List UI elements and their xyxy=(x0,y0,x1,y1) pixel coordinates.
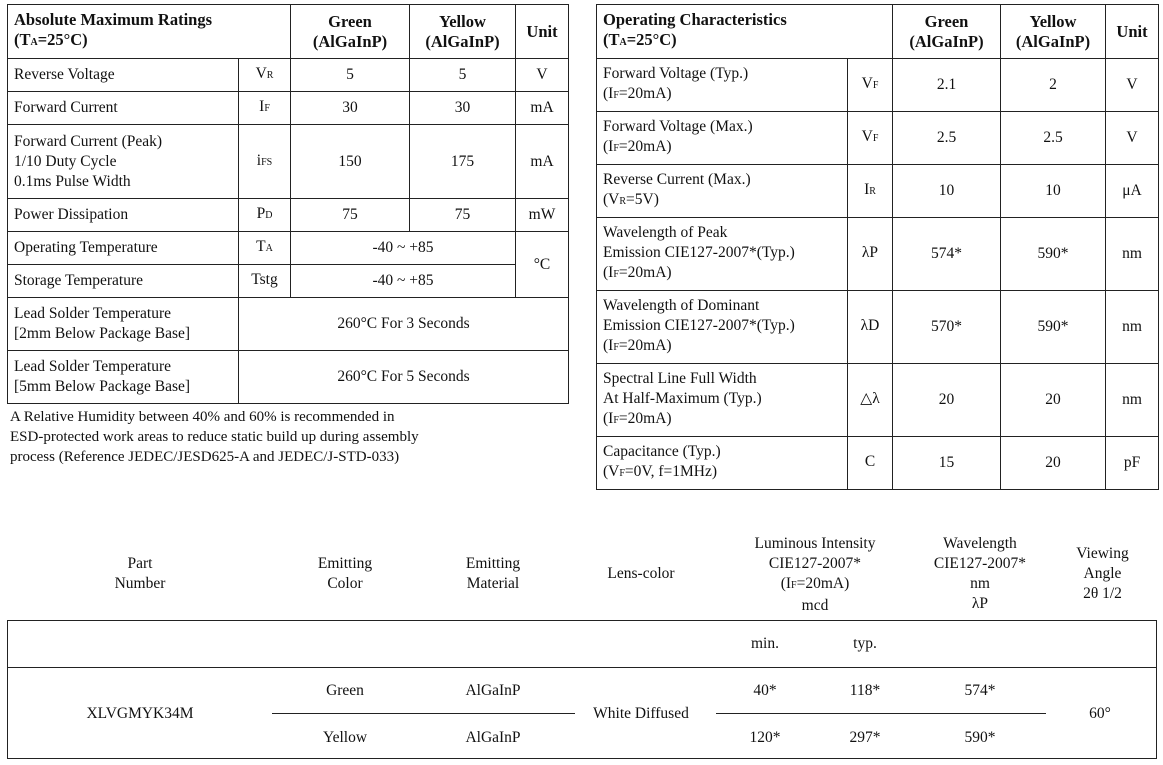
table-row xyxy=(8,265,569,298)
table-row xyxy=(8,298,569,351)
label-typ: typ. xyxy=(853,635,877,652)
oc-unit: nm xyxy=(1106,291,1159,364)
amr-param: Reverse Voltage xyxy=(8,59,239,92)
header-part-number: Part Number xyxy=(114,555,166,592)
viewing-angle-value: 60° xyxy=(1089,705,1111,722)
oc-green-value: 15 xyxy=(893,437,1001,490)
amr-col-yellow: Yellow (AlGaInP) xyxy=(410,5,516,59)
oc-param: Forward Voltage (Typ.) (IF=20mA) xyxy=(597,59,848,112)
amr-symbol: PD xyxy=(239,199,291,232)
oc-symbol: VF xyxy=(848,59,893,112)
oc-param: Wavelength of Peak Emission CIE127-2007*(Typ.) (IF=20mA) xyxy=(597,218,848,291)
amr-solder-value: 260°C For 3 Seconds xyxy=(239,298,569,351)
amr-unit: mW xyxy=(516,199,569,232)
amr-green-value: 30 xyxy=(291,92,410,125)
table-row xyxy=(597,437,1159,490)
amr-col-green: Green (AlGaInP) xyxy=(291,5,410,59)
oc-param: Forward Voltage (Max.) (IF=20mA) xyxy=(597,112,848,165)
lens-value: White Diffused xyxy=(593,705,689,722)
oc-param: Reverse Current (Max.) (VR=5V) xyxy=(597,165,848,218)
oc-yellow-value: 590* xyxy=(1001,218,1106,291)
emitting-material: AlGaInP xyxy=(465,729,521,746)
amr-param: Forward Current (Peak) 1/10 Duty Cycle 0.1ms Pulse Width xyxy=(8,125,239,199)
luminous-typ: 297* xyxy=(849,729,881,746)
oc-unit: V xyxy=(1106,112,1159,165)
amr-param: Lead Solder Temperature [2mm Below Package Base] xyxy=(8,298,239,351)
table-row xyxy=(597,364,1159,437)
header-viewing-angle: Viewing Angle 2θ 1/2 xyxy=(1076,545,1129,602)
amr-title: Absolute Maximum Ratings xyxy=(14,10,213,29)
oc-symbol: λD xyxy=(848,291,893,364)
part-number-value: XLVGMYK34M xyxy=(86,705,194,722)
luminous-min: 40* xyxy=(753,682,777,699)
oc-green-value: 574* xyxy=(893,218,1001,291)
oc-col-unit: Unit xyxy=(1106,5,1159,59)
table-row xyxy=(597,59,1159,112)
amr-condition: (TA=25°C) xyxy=(14,30,88,49)
amr-green-value: 150 xyxy=(291,125,410,199)
oc-yellow-value: 10 xyxy=(1001,165,1106,218)
table-row xyxy=(8,232,569,265)
luminous-typ: 118* xyxy=(849,682,881,699)
oc-symbol: C xyxy=(848,437,893,490)
table-row xyxy=(597,165,1159,218)
amr-title-cell xyxy=(8,5,291,59)
oc-unit: nm xyxy=(1106,364,1159,437)
amr-unit: mA xyxy=(516,125,569,199)
oc-yellow-value: 2 xyxy=(1001,59,1106,112)
amr-temp-range: -40 ~ +85 xyxy=(291,232,516,265)
table-row xyxy=(597,112,1159,165)
table-row xyxy=(8,59,569,92)
amr-solder-value: 260°C For 5 Seconds xyxy=(239,351,569,404)
amr-symbol: TA xyxy=(239,232,291,265)
oc-yellow-value: 2.5 xyxy=(1001,112,1106,165)
oc-param: Wavelength of Dominant Emission CIE127-2007*(Typ.) (IF=20mA) xyxy=(597,291,848,364)
amr-yellow-value: 30 xyxy=(410,92,516,125)
oc-green-value: 10 xyxy=(893,165,1001,218)
header-emitting-color: Emitting Color xyxy=(317,555,373,592)
oc-symbol: △λ xyxy=(848,364,893,437)
row-divider-right xyxy=(716,713,1046,714)
oc-unit: nm xyxy=(1106,218,1159,291)
oc-param: Spectral Line Full Width At Half-Maximum (Typ.) (IF=20mA) xyxy=(597,364,848,437)
amr-symbol: Tstg xyxy=(239,265,291,298)
oc-symbol: IR xyxy=(848,165,893,218)
amr-col-unit: Unit xyxy=(516,5,569,59)
oc-col-green: Green (AlGaInP) xyxy=(893,5,1001,59)
amr-symbol: iFS xyxy=(239,125,291,199)
luminous-min: 120* xyxy=(749,729,781,746)
oc-unit: pF xyxy=(1106,437,1159,490)
table-row xyxy=(8,92,569,125)
wavelength-value: 590* xyxy=(964,729,996,746)
table-row xyxy=(597,291,1159,364)
amr-temp-range: -40 ~ +85 xyxy=(291,265,516,298)
amr-yellow-value: 175 xyxy=(410,125,516,199)
oc-yellow-value: 20 xyxy=(1001,364,1106,437)
amr-yellow-value: 75 xyxy=(410,199,516,232)
header-lens-color: Lens-color xyxy=(607,565,675,582)
amr-symbol: VR xyxy=(239,59,291,92)
label-min: min. xyxy=(751,635,779,652)
oc-symbol: λP xyxy=(848,218,893,291)
header-emitting-material: Emitting Material xyxy=(465,555,521,592)
amr-symbol: IF xyxy=(239,92,291,125)
header-luminous-intensity: Luminous Intensity CIE127-2007* (IF=20mA) mcd xyxy=(754,535,876,614)
oc-yellow-value: 590* xyxy=(1001,291,1106,364)
amr-unit: V xyxy=(516,59,569,92)
oc-green-value: 2.5 xyxy=(893,112,1001,165)
oc-condition: (TA=25°C) xyxy=(603,30,677,49)
table-row xyxy=(8,125,569,199)
oc-title: Operating Characteristics xyxy=(603,10,787,29)
amr-param: Power Dissipation xyxy=(8,199,239,232)
amr-param: Operating Temperature xyxy=(8,232,239,265)
amr-param: Lead Solder Temperature [5mm Below Package Base] xyxy=(8,351,239,404)
oc-green-value: 570* xyxy=(893,291,1001,364)
oc-unit: V xyxy=(1106,59,1159,112)
header-wavelength: Wavelength CIE127-2007* nm λP xyxy=(933,535,1027,612)
oc-col-yellow: Yellow (AlGaInP) xyxy=(1001,5,1106,59)
table-row xyxy=(597,218,1159,291)
oc-param: Capacitance (Typ.) (VF=0V, f=1MHz) xyxy=(597,437,848,490)
operating-characteristics-table xyxy=(596,4,1159,490)
row-divider-left xyxy=(272,713,575,714)
oc-green-value: 2.1 xyxy=(893,59,1001,112)
absolute-maximum-ratings-table xyxy=(7,4,569,404)
humidity-note: A Relative Humidity between 40% and 60% is recommended in ESD-protected work areas to reduce static build up during assembly process (Reference JEDEC/JESD625-A and JEDEC/J-STD-033) xyxy=(10,409,419,465)
emitting-material: AlGaInP xyxy=(465,682,521,699)
wavelength-value: 574* xyxy=(964,682,996,699)
table-row xyxy=(8,351,569,404)
table-row xyxy=(8,199,569,232)
emitting-color: Green xyxy=(326,682,364,699)
oc-green-value: 20 xyxy=(893,364,1001,437)
part-number-table xyxy=(0,528,1163,765)
amr-green-value: 75 xyxy=(291,199,410,232)
amr-temp-unit: °C xyxy=(516,232,569,298)
subheader-divider xyxy=(7,667,1157,668)
amr-yellow-value: 5 xyxy=(410,59,516,92)
amr-param: Storage Temperature xyxy=(8,265,239,298)
amr-param: Forward Current xyxy=(8,92,239,125)
oc-title-cell xyxy=(597,5,893,59)
oc-unit: μA xyxy=(1106,165,1159,218)
emitting-color: Yellow xyxy=(322,729,368,746)
amr-unit: mA xyxy=(516,92,569,125)
oc-yellow-value: 20 xyxy=(1001,437,1106,490)
amr-green-value: 5 xyxy=(291,59,410,92)
oc-symbol: VF xyxy=(848,112,893,165)
